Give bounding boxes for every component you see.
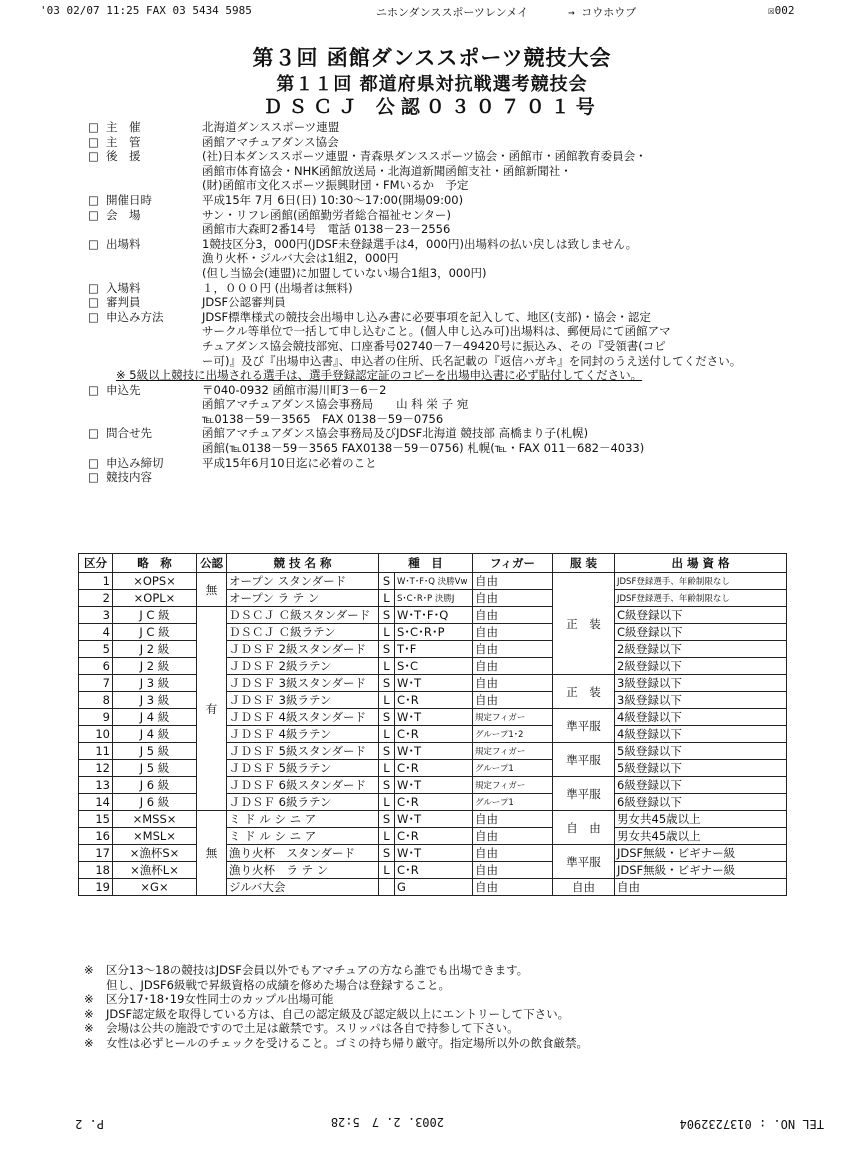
fax-sender-name: ニホンダンススポーツレンメイ: [376, 6, 529, 19]
cell-dress: 自由: [553, 879, 615, 896]
checkbox-icon: □: [88, 149, 99, 164]
col-header-dances: 種 目: [379, 554, 473, 573]
cell-dances: W･T･F･Q: [395, 607, 473, 624]
cell-type: S: [379, 675, 395, 692]
cell-dances: C･R: [395, 828, 473, 845]
col-header-abbr: 略 称: [113, 554, 197, 573]
fax-footer: [0, 1112, 864, 1134]
info-events-label: □ 競技内容: [88, 470, 152, 485]
info-host: □ 主 管 函館アマチュアダンス協会: [88, 134, 339, 149]
cell-figure: 自由: [473, 624, 553, 641]
cell-event-name: ＪＤＳＦ 5級スタンダード: [227, 743, 379, 760]
cell-division: 4: [79, 624, 113, 641]
checkbox-icon: □: [88, 382, 99, 397]
cell-event-name: ＪＤＳＦ 3級スタンダード: [227, 675, 379, 692]
table-row: [79, 760, 787, 777]
cell-figure: 自由: [473, 675, 553, 692]
cell-division: 12: [79, 760, 113, 777]
cell-type: L: [379, 624, 395, 641]
cell-event-name: ＪＤＳＦ 4級スタンダード: [227, 709, 379, 726]
cell-dress: 準平服: [553, 709, 615, 743]
cell-dances: W･T: [395, 743, 473, 760]
cell-division: 16: [79, 828, 113, 845]
cell-eligibility: 2級登録以下: [615, 641, 787, 658]
cell-figure: 自由: [473, 845, 553, 862]
cell-eligibility: C級登録以下: [615, 624, 787, 641]
cell-eligibility: 男女共45歳以上: [615, 828, 787, 845]
cell-dress: 正 装: [553, 675, 615, 709]
cell-dances: T･F: [395, 641, 473, 658]
cell-abbr: J 3 級: [113, 692, 197, 709]
cell-type: S: [379, 777, 395, 794]
info-support: □ 後 援 (社)日本ダンススポーツ連盟・青森県ダンススポーツ協会・函館市・函館教育委員会・ 函館市体育協会・NHK函館放送局・北海道新聞函館支社・函館新聞社・ (財)函館市文化スポーツ振興財団・FMいるか 予定: [88, 149, 647, 193]
table-row: [79, 692, 787, 709]
checkbox-icon: □: [88, 426, 99, 441]
footer-page: P. 2: [75, 1117, 104, 1131]
cell-type: L: [379, 692, 395, 709]
cell-dances: W･T･F･Q 決勝Vw: [395, 573, 473, 590]
cell-type: L: [379, 862, 395, 879]
events-table: [78, 553, 787, 896]
cell-dress: 準平服: [553, 743, 615, 777]
cell-abbr: ×OPL×: [113, 590, 197, 607]
cell-figure: グループ1: [473, 760, 553, 777]
cell-division: 6: [79, 658, 113, 675]
cell-division: 13: [79, 777, 113, 794]
cell-event-name: 漁り火杯 ラ テ ン: [227, 862, 379, 879]
cell-eligibility: 5級登録以下: [615, 743, 787, 760]
cell-dances: S･C: [395, 658, 473, 675]
table-row: [79, 726, 787, 743]
cell-division: 8: [79, 692, 113, 709]
cell-division: 18: [79, 862, 113, 879]
cell-figure: 自由: [473, 879, 553, 896]
table-row: [79, 811, 787, 828]
cell-type: S: [379, 709, 395, 726]
cell-division: 1: [79, 573, 113, 590]
cell-dress: 準平服: [553, 777, 615, 811]
col-header-dress: 服 装: [553, 554, 615, 573]
info-date: □ 開催日時 平成15年 7月 6日(日) 10:30～17:00(開場09:00): [88, 192, 464, 207]
table-row: [79, 607, 787, 624]
checkbox-icon: □: [88, 134, 99, 149]
note-item: ※ JDSF認定級を取得している方は、自己の認定級及び認定級以上にエントリーして下さい。: [84, 1006, 570, 1021]
cell-division: 15: [79, 811, 113, 828]
cell-event-name: ＪＤＳＦ 6級ラテン: [227, 794, 379, 811]
checkbox-icon: □: [88, 207, 99, 222]
note-item: ※ 会場は公共の施設ですので土足は厳禁です。スリッパは各自で持参して下さい。: [84, 1021, 519, 1035]
cell-eligibility: 2級登録以下: [615, 658, 787, 675]
note-item: ※ 区分13～18の競技はJDSF会員以外でもアマチュアの方なら誰でも出場できます。 但し、JDSF6級戦で昇級資格の成績を修めた場合は登録すること。: [84, 963, 529, 992]
fax-page-number: ☒002: [768, 4, 795, 17]
cell-eligibility: 3級登録以下: [615, 675, 787, 692]
checkbox-icon: □: [88, 470, 99, 485]
table-row: [79, 879, 787, 896]
cell-abbr: ×MSS×: [113, 811, 197, 828]
title-main: 第３回 函館ダンススポーツ競技大会: [252, 46, 612, 70]
cell-eligibility: JDSF無級・ビギナー級: [615, 845, 787, 862]
cell-eligibility: 自由: [615, 879, 787, 896]
table-row: [79, 777, 787, 794]
cell-eligibility: JDSF登録選手、年齢制限なし: [615, 590, 787, 607]
cell-abbr: ×MSL×: [113, 828, 197, 845]
cell-dances: W･T: [395, 675, 473, 692]
cell-type: S: [379, 743, 395, 760]
cell-event-name: ＪＤＳＦ 3級ラテン: [227, 692, 379, 709]
col-header-official: 公認: [197, 554, 227, 573]
cell-dances: S･C･R･P: [395, 624, 473, 641]
cell-figure: 自由: [473, 607, 553, 624]
cell-dances: W･T: [395, 777, 473, 794]
cell-abbr: J 5 級: [113, 743, 197, 760]
cell-division: 11: [79, 743, 113, 760]
cell-abbr: J 4 級: [113, 709, 197, 726]
cell-figure: 自由: [473, 641, 553, 658]
cell-dances: G: [395, 879, 473, 896]
cell-eligibility: 3級登録以下: [615, 692, 787, 709]
cell-event-name: ＪＤＳＦ 2級ラテン: [227, 658, 379, 675]
cell-official: 無: [197, 811, 227, 896]
cell-figure: 自由: [473, 573, 553, 590]
footer-tel: TEL NO. : 0137232904: [679, 1117, 824, 1131]
cell-abbr: J 3 級: [113, 675, 197, 692]
cell-dances: W･T: [395, 845, 473, 862]
checkbox-icon: □: [88, 455, 99, 470]
cell-type: L: [379, 658, 395, 675]
cell-abbr: ×漁杯L×: [113, 862, 197, 879]
cell-figure: 自由: [473, 658, 553, 675]
cell-type: L: [379, 760, 395, 777]
info-apply-to: □ 申込先 〒040-0932 函館市湯川町3－6－2 函館アマチュアダンス協会事務局 山 科 栄 子 宛 ℡0138－59－3565 FAX 0138－59－0756: [88, 382, 469, 426]
info-organizer: □ 主 催 北海道ダンススポーツ連盟: [88, 120, 340, 134]
cell-type: S: [379, 845, 395, 862]
table-header-row: [79, 554, 787, 573]
col-header-eligibility: 出 場 資 格: [615, 554, 787, 573]
checkbox-icon: □: [88, 120, 99, 134]
cell-event-name: ＪＤＳＦ 6級スタンダード: [227, 777, 379, 794]
cell-type: S: [379, 607, 395, 624]
document-titles: [0, 42, 864, 116]
cell-eligibility: 4級登録以下: [615, 726, 787, 743]
cell-type: L: [379, 726, 395, 743]
cell-division: 7: [79, 675, 113, 692]
checkbox-icon: □: [88, 280, 99, 295]
cell-division: 2: [79, 590, 113, 607]
cell-figure: 規定フィガー: [473, 709, 553, 726]
info-apply-method: □ 申込み方法 JDSF標準様式の競技会出場申し込み書に必要事項を記入して、地区(支部)・協会・認定 サークル等単位で一括して申し込むこと。(個人申し込み可)出場料は、郵便局にて函館アマ チュアダンス協会競技部宛、口座番号02740－7－49420号に振込み、その『受領書(コピ ー可)』及び『出場申込書』、申込者の住所、氏名記載の『返信ハガキ』を同封のうえ送付してください。: [88, 309, 742, 368]
table-row: [79, 845, 787, 862]
table-row: [79, 794, 787, 811]
cell-division: 14: [79, 794, 113, 811]
cell-event-name: ＪＤＳＦ 5級ラテン: [227, 760, 379, 777]
cell-eligibility: JDSF無級・ビギナー級: [615, 862, 787, 879]
cell-eligibility: 男女共45歳以上: [615, 811, 787, 828]
cell-figure: 規定フィガー: [473, 777, 553, 794]
table-row: [79, 624, 787, 641]
cell-eligibility: C級登録以下: [615, 607, 787, 624]
cell-eligibility: 5級登録以下: [615, 760, 787, 777]
cell-abbr: J 5 級: [113, 760, 197, 777]
event-info: [88, 120, 828, 485]
col-header-event-name: 競 技 名 称: [227, 554, 379, 573]
fax-recipient: → コウホウブ: [568, 6, 637, 19]
info-judges: □ 審判員 JDSF公認審判員: [88, 295, 286, 310]
cell-eligibility: 6級登録以下: [615, 794, 787, 811]
cell-official: 無: [197, 573, 227, 607]
cell-division: 19: [79, 879, 113, 896]
table-row: [79, 709, 787, 726]
cell-figure: 自由: [473, 862, 553, 879]
info-entry-fee: □ 出場料 1競技区分3，000円(JDSF未登録選手は4，000円)出場料の払い戻しは致しません。 漁り火杯・ジルバ大会は1組2，000円 (但し当協会(連盟)に加盟していない場合1組3，000円): [88, 236, 638, 280]
cell-abbr: J 6 級: [113, 794, 197, 811]
footer-date: 2003. 2. 7 5:28: [330, 1115, 444, 1129]
cell-event-name: ＪＤＳＦ 4級ラテン: [227, 726, 379, 743]
cell-abbr: J 2 級: [113, 641, 197, 658]
info-admission: □ 入場料 １，０００円 (出場者は無料): [88, 280, 353, 295]
note-item: ※ 区分17･18･19女性同士のカップル出場可能: [84, 992, 334, 1006]
table-row: [79, 828, 787, 845]
cell-official: 有: [197, 607, 227, 811]
cell-figure: 自由: [473, 590, 553, 607]
cell-division: 17: [79, 845, 113, 862]
table-row: [79, 675, 787, 692]
info-venue: □ 会 場 サン・リフレ函館(函館勤労者総合福祉センター) 函館市大森町2番14号 電話 0138－23－2556: [88, 207, 451, 237]
cell-event-name: ミ ド ル シ ニ ア: [227, 828, 379, 845]
checkbox-icon: □: [88, 192, 99, 207]
col-header-figure: フィガー: [473, 554, 553, 573]
title-sub: 第１１回 都道府県対抗戦選考競技会: [276, 74, 588, 95]
cell-eligibility: 6級登録以下: [615, 777, 787, 794]
cell-figure: グループ1: [473, 794, 553, 811]
cell-figure: 自由: [473, 828, 553, 845]
cell-type: S: [379, 811, 395, 828]
col-header-division: 区分: [79, 554, 113, 573]
cell-dances: S･C･R･P 決勝J: [395, 590, 473, 607]
cell-event-name: オープン ラ テ ン: [227, 590, 379, 607]
cell-event-name: ＪＤＳＦ 2級スタンダード: [227, 641, 379, 658]
table-row: [79, 590, 787, 607]
fax-transmission-info: '03 02/07 11:25 FAX 03 5434 5985: [40, 4, 252, 17]
cell-event-name: 漁り火杯 スタンダード: [227, 845, 379, 862]
notes: [84, 963, 824, 1050]
cell-abbr: J 6 級: [113, 777, 197, 794]
cell-type: S: [379, 641, 395, 658]
table-row: [79, 658, 787, 675]
cell-event-name: ジルバ大会: [227, 879, 379, 896]
cell-type: L: [379, 794, 395, 811]
cell-dances: W･T: [395, 709, 473, 726]
cell-figure: グループ1･2: [473, 726, 553, 743]
cell-abbr: ×漁杯S×: [113, 845, 197, 862]
cell-figure: 規定フィガー: [473, 743, 553, 760]
info-inquiry: □ 問合せ先 函館アマチュアダンス協会事務局及びJDSF北海道 競技部 高橋まり子(札幌) 函館(℡0138－59－3565 FAX0138－59－0756) 札幌(℡・FAX 011－682－4033): [88, 426, 645, 456]
cell-figure: 自由: [473, 811, 553, 828]
fax-header: [0, 0, 864, 22]
table-row: [79, 641, 787, 658]
cell-dances: C･R: [395, 692, 473, 709]
info-deadline: □ 申込み締切 平成15年6月10日迄に必着のこと: [88, 455, 377, 470]
cell-abbr: J 2 級: [113, 658, 197, 675]
cell-eligibility: 4級登録以下: [615, 709, 787, 726]
checkbox-icon: □: [88, 309, 99, 324]
cell-type: L: [379, 590, 395, 607]
table-row: [79, 862, 787, 879]
cell-event-name: オープン スタンダード: [227, 573, 379, 590]
checkbox-icon: □: [88, 236, 99, 251]
cell-abbr: ×G×: [113, 879, 197, 896]
cell-dances: C･R: [395, 862, 473, 879]
cell-dress: 準平服: [553, 845, 615, 879]
cell-type: L: [379, 828, 395, 845]
cell-division: 10: [79, 726, 113, 743]
cell-event-name: ＤＳＣＪ Ｃ級ラテン: [227, 624, 379, 641]
cell-dances: C･R: [395, 794, 473, 811]
note-item: ※ 女性は必ずヒールのチェックを受けること。ゴミの持ち帰り厳守。指定場所以外の飲食厳禁。: [84, 1035, 588, 1050]
cell-division: 9: [79, 709, 113, 726]
cell-dances: C･R: [395, 726, 473, 743]
cell-event-name: ミ ド ル シ ニ ア: [227, 811, 379, 828]
cell-abbr: J C 級: [113, 607, 197, 624]
checkbox-icon: □: [88, 295, 99, 310]
cell-division: 3: [79, 607, 113, 624]
cell-dances: C･R: [395, 760, 473, 777]
table-row: [79, 573, 787, 590]
cell-dances: W･T: [395, 811, 473, 828]
cell-event-name: ＤＳＣＪ Ｃ級スタンダード: [227, 607, 379, 624]
cell-dress: 正 装: [553, 573, 615, 675]
cell-figure: 自由: [473, 692, 553, 709]
cell-abbr: ×OPS×: [113, 573, 197, 590]
info-apply-note: ※ 5級以上競技に出場される選手は、選手登録認定証のコピーを出場申込書に必ず貼付してください。: [116, 368, 643, 383]
table-row: [79, 743, 787, 760]
cell-abbr: J 4 級: [113, 726, 197, 743]
cell-dress: 自 由: [553, 811, 615, 845]
cell-type: S: [379, 573, 395, 590]
cell-division: 5: [79, 641, 113, 658]
cell-eligibility: JDSF登録選手、年齢制限なし: [615, 573, 787, 590]
title-license: ＤＳＣＪ 公認０３０７０１号: [263, 96, 601, 118]
cell-abbr: J C 級: [113, 624, 197, 641]
cell-type: [379, 879, 395, 896]
